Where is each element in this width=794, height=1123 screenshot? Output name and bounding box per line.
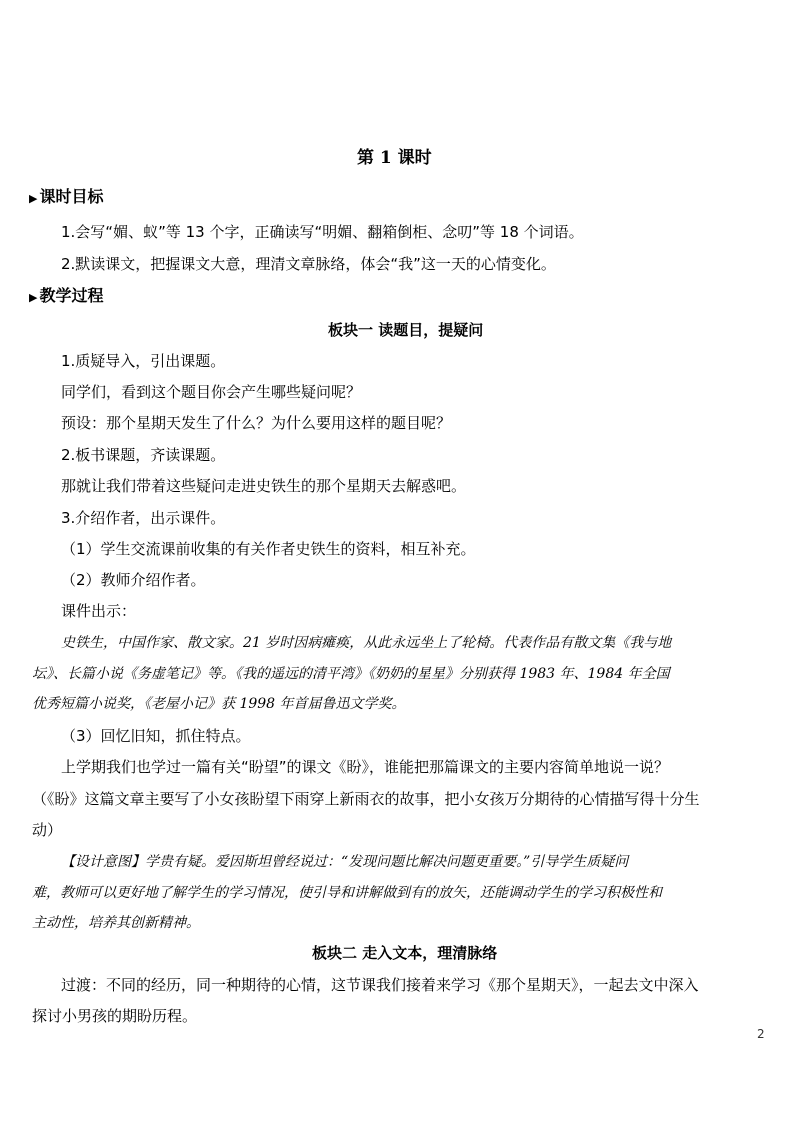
objectives-heading-text: 课时目标	[39, 187, 104, 206]
triangle-bullet-icon: ▶	[29, 291, 38, 304]
review-paragraph-line: 动）	[32, 821, 63, 839]
block1-line: 1.质疑导入，引出课题。	[61, 352, 226, 370]
objective-1: 1.会写“媚、蚁”等 13 个字，正确读写“明媚、翻箱倒柜、念叨”等 18 个词语。	[61, 223, 584, 241]
recall-line: （3）回忆旧知，抓住特点。	[61, 727, 251, 745]
design-intent-line: 主动性，培养其创新精神。	[32, 915, 200, 931]
block2-heading: 板块二 走入文本，理清脉络	[312, 944, 498, 962]
block1-line: 同学们，看到这个题目你会产生哪些疑问呢？	[61, 383, 362, 401]
review-paragraph-line: （《盼》这篇文章主要写了小女孩盼望下雨穿上新雨衣的故事，把小女孩万分期待的心情描写得十分生	[32, 790, 700, 808]
triangle-bullet-icon: ▶	[29, 192, 38, 205]
objective-2: 2.默读课文，把握课文大意，理清文章脉络，体会“我”这一天的心情变化。	[61, 255, 556, 273]
objectives-heading	[29, 187, 103, 209]
block1-line: （2）教师介绍作者。	[61, 571, 206, 589]
block1-line: 2.板书课题，齐读课题。	[61, 446, 226, 464]
transition-line: 过渡：不同的经历，同一种期待的心情，这节课我们接着来学习《那个星期天》，一起去文中深入	[61, 976, 699, 994]
block1-line: 预设：那个星期天发生了什么？为什么要用这样的题目呢？	[61, 414, 452, 432]
design-intent-line: 【设计意图】学贵有疑。爱因斯坦曾经说过：“发现问题比解决问题更重要。”引导学生质疑问	[61, 854, 629, 870]
transition-line: 探讨小男孩的期盼历程。	[32, 1007, 198, 1025]
page-number: 2	[757, 1027, 765, 1041]
courseware-line: 优秀短篇小说奖，《老屋小记》获 1998 年首届鲁迅文学奖。	[32, 696, 406, 712]
page-title: 第 1 课时	[357, 148, 432, 168]
process-heading-text: 教学过程	[39, 286, 104, 305]
block1-line: （1）学生交流课前收集的有关作者史铁生的资料，相互补充。	[61, 540, 476, 558]
courseware-line: 史铁生，中国作家、散文家。21 岁时因病瘫痪，从此永远坐上了轮椅。代表作品有散文集《我与地	[61, 635, 672, 651]
block1-heading: 板块一 读题目，提疑问	[328, 321, 484, 339]
design-intent-line: 难，教师可以更好地了解学生的学习情况，使引导和讲解做到有的放矢，还能调动学生的学习积极性和	[32, 885, 662, 901]
courseware-line: 坛》、长篇小说《务虚笔记》等。《我的遥远的清平湾》《奶奶的星星》分别获得 1983 年、1984 年全国	[32, 666, 670, 682]
block1-line: 3.介绍作者，出示课件。	[61, 509, 226, 527]
block1-line: 课件出示：	[61, 602, 137, 620]
review-paragraph-line: 上学期我们也学过一篇有关“盼望”的课文《盼》，谁能把那篇课文的主要内容简单地说一说？	[61, 758, 670, 776]
block1-line: 那就让我们带着这些疑问走进史铁生的那个星期天去解惑吧。	[61, 477, 467, 495]
process-heading	[29, 286, 103, 308]
